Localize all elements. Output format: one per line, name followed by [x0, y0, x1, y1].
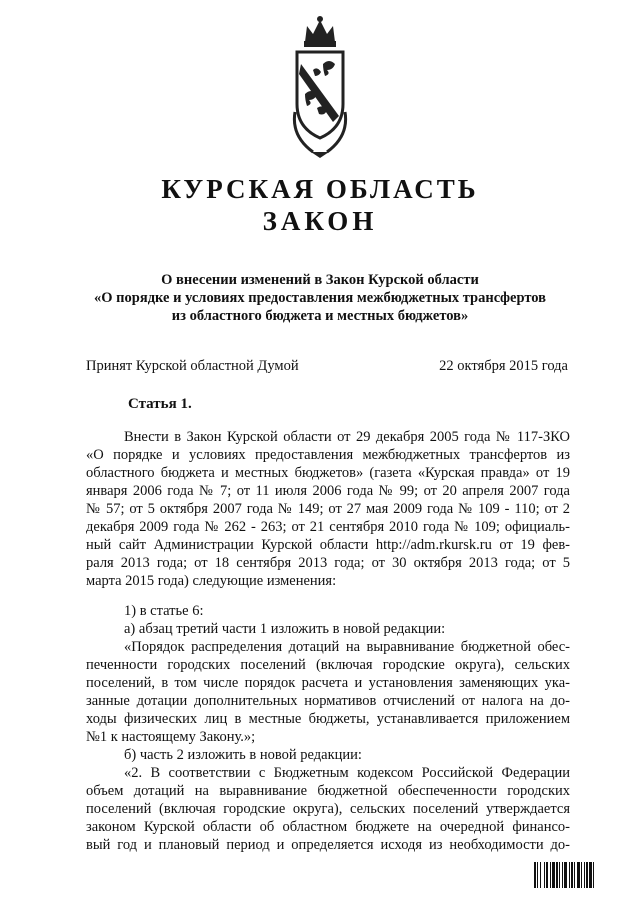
- body-line: печенности городских поселений (включая городские округа), сельских: [86, 657, 570, 673]
- barcode-bar: [577, 862, 580, 888]
- barcode-bar: [569, 862, 570, 888]
- body-line: №1 к настоящему Закону.»;: [86, 729, 256, 745]
- body-line: «Порядок распределения дотаций на выравнивание бюджетной обес-: [124, 639, 570, 655]
- law-subtitle-line: О внесении изменений в Закон Курской области: [161, 272, 479, 288]
- body-line: ходы физических лиц в местные бюджеты, устанавливается приложением: [86, 711, 570, 727]
- law-subtitle-line: из областного бюджета и местных бюджетов»: [171, 308, 469, 324]
- barcode-bar: [574, 862, 575, 888]
- barcode-bar: [571, 862, 573, 888]
- body-line: марта 2015 года) следующие изменения:: [86, 573, 337, 589]
- barcode-bar: [552, 862, 555, 888]
- body-line: января 2006 года № 7; от 11 июля 2006 года № 99; от 20 апреля 2007 года: [86, 483, 570, 499]
- body-line: «О порядке и условиях предоставления межбюджетных трансфертов из: [86, 447, 570, 463]
- body-line: вый год и плановый период и определяется исходя из необходимости до-: [86, 837, 570, 853]
- barcode-bar: [593, 862, 594, 888]
- barcode-icon: [534, 862, 622, 888]
- coat-of-arms-icon: [289, 12, 351, 164]
- body-line: 1) в статье 6:: [124, 603, 204, 619]
- barcode-bar: [589, 862, 592, 888]
- barcode-bar: [544, 862, 545, 888]
- article-heading: Статья 1.: [128, 396, 192, 412]
- barcode-bar: [586, 862, 588, 888]
- barcode-bar: [564, 862, 567, 888]
- barcode-bar: [581, 862, 582, 888]
- body-line: поселений, в том числе порядок расчета и установления заменяющих ука-: [86, 675, 570, 691]
- body-line: занные дотации дополнительных нормативов отчислений от налога на до-: [86, 693, 570, 709]
- body-line: объем дотаций на выравнивание бюджетной обеспеченности городских: [86, 783, 570, 799]
- barcode-bar: [584, 862, 585, 888]
- barcode-bar: [537, 862, 538, 888]
- body-line: раля 2013 года; от 18 сентября 2013 года; от 30 октября 2013 года; от 5: [86, 555, 570, 571]
- region-title: КУРСКАЯ ОБЛАСТЬ: [161, 174, 479, 204]
- barcode-bar: [540, 862, 541, 888]
- body-line: а) абзац третий части 1 изложить в новой редакции:: [124, 621, 446, 637]
- barcode-bar: [559, 862, 560, 888]
- body-line: поселений (включая городские округа), сельских поселений утверждается: [86, 801, 570, 817]
- barcode-bar: [546, 862, 548, 888]
- adoption-date: 22 октября 2015 года: [439, 358, 568, 374]
- barcode-bar: [550, 862, 551, 888]
- barcode-bar: [556, 862, 558, 888]
- barcode-bar: [534, 862, 536, 888]
- body-line: декабря 2009 года № 262 - 263; от 21 сентября 2010 года № 109; официаль-: [86, 519, 570, 535]
- body-line: областного бюджета и местных бюджетов» (газета «Курская правда» от 19: [86, 465, 570, 481]
- body-line: б) часть 2 изложить в новой редакции:: [124, 747, 362, 763]
- barcode-bar: [562, 862, 563, 888]
- body-line: Внести в Закон Курской области от 29 декабря 2005 года № 117-ЗКО: [124, 429, 570, 445]
- body-line: законом Курской области об областном бюджете на очередной финансо-: [86, 819, 570, 835]
- body-line: № 57; от 5 октября 2007 года № 149; от 27 мая 2009 года № 109 - 110; от 2: [86, 501, 570, 517]
- coat-of-arms-emblem: [289, 12, 351, 164]
- document-type-title: ЗАКОН: [262, 206, 378, 236]
- law-subtitle-line: «О порядке и условиях предоставления межбюджетных трансфертов: [94, 290, 546, 306]
- body-line: ный сайт Администрации Курской области http://adm.rkursk.ru от 19 фев-: [86, 537, 570, 553]
- body-line: «2. В соответствии с Бюджетным кодексом Российской Федерации: [124, 765, 570, 781]
- adopted-by-text: Принят Курской областной Думой: [86, 358, 299, 374]
